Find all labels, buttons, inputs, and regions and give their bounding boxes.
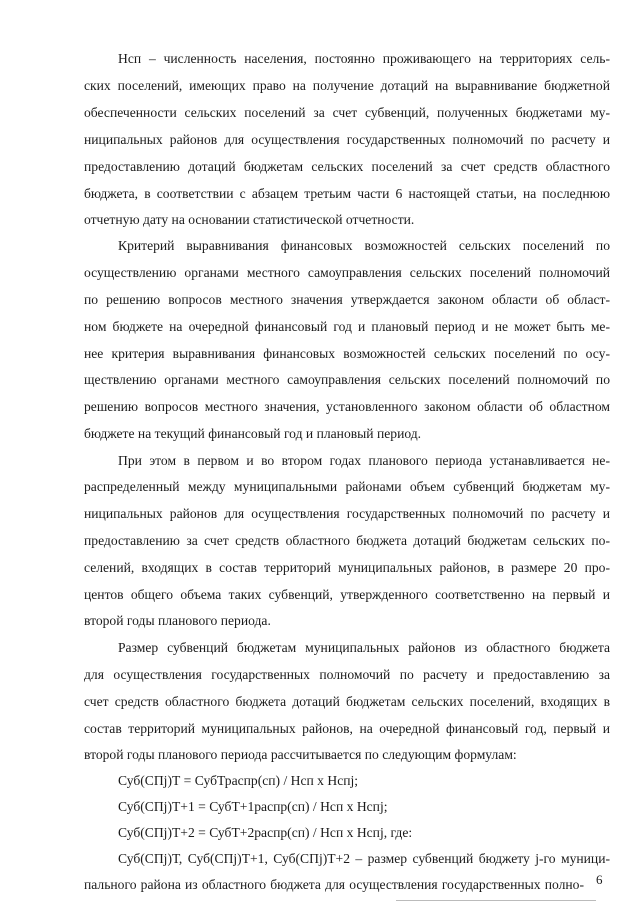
text-line: Суб(СПj)Т, Суб(СПj)Т+1, Суб(СПj)Т+2 – размер субвенций бюджету j-го муници- (118, 851, 610, 866)
text-line: бюджета, в соответствии с абзацем третьим части 6 настоящей статьи, на последнюю (84, 186, 610, 201)
text-line: нее критерия выравнивания финансовых возможностей сельских поселений по осу- (84, 346, 610, 361)
text-line: осуществлению органами местного самоуправления сельских поселений полномочий (84, 265, 610, 280)
formula-line: Суб(СПj)Т+2 = СубТ+2распр(сп) / Нсп х Нспj, где: (118, 825, 413, 840)
text-line: распределенный между муниципальными районами объем субвенций бюджетам му- (84, 479, 610, 494)
scan-edge-line (396, 900, 596, 901)
text-line: ских поселений, имеющих право на получение дотаций на выравнивание бюджетной (84, 78, 610, 93)
text-line: состав территорий муниципальных районов, на очередной финансовый год, первый и (84, 721, 610, 736)
text-line: ниципальных районов для осуществления государственных полномочий по расчету и (84, 132, 610, 147)
text-line: второй годы планового периода рассчитывается по следующим формулам: (84, 747, 517, 762)
text-line: обеспеченности сельских поселений за счет субвенций, полученных бюджетами му- (84, 105, 610, 120)
text-line: ниципальных районов для осуществления государственных полномочий по расчету и (84, 506, 610, 521)
formula-line: Суб(СПj)Т = СубТраспр(сп) / Нсп х Нспj; (118, 773, 359, 788)
text-line: по решению вопросов местного значения утверждается законом области об област- (84, 292, 610, 307)
text-line: пального района из областного бюджета для осуществления государственных полно- (84, 877, 584, 892)
text-line: решению вопросов местного значения, установленного законом области об областном (84, 399, 610, 414)
text-line: для осуществления государственных полномочий по расчету и предоставлению за (84, 667, 610, 682)
text-line: отчетную дату на основании статистической отчетности. (84, 212, 415, 227)
text-line: Критерий выравнивания финансовых возможностей сельских поселений по (118, 238, 610, 253)
text-line: центов общего объема таких субвенций, утвержденного соответственно на первый и (84, 587, 610, 602)
text-line: Нсп – численность населения, постоянно проживающего на территориях сель- (118, 51, 610, 66)
text-line: бюджете на текущий финансовый год и плановый период. (84, 426, 422, 441)
text-line: предоставлению за счет средств областного бюджета дотаций бюджетам сельских по- (84, 533, 610, 548)
text-line: селений, входящих в состав территорий муниципальных районов, в размере 20 про- (84, 560, 610, 575)
formula-line: Суб(СПj)Т+1 = СубТ+1распр(сп) / Нсп х Нспj; (118, 799, 388, 814)
text-line: ществлению органами местного самоуправления сельских поселений полномочий по (84, 372, 610, 387)
text-line: счет средств областного бюджета дотаций бюджетам сельских поселений, входящих в (84, 694, 610, 709)
page-number: 6 (596, 872, 603, 887)
text-line: второй годы планового периода. (84, 613, 271, 628)
text-line: ном бюджете на очередной финансовый год и плановый период и не может быть ме- (84, 319, 610, 334)
text-line: Размер субвенций бюджетам муниципальных районов из областного бюджета (118, 640, 610, 655)
text-line: предоставлению дотаций бюджетам сельских поселений за счет средств областного (84, 159, 610, 174)
text-line: При этом в первом и во втором годах планового периода устанавливается не- (118, 453, 610, 468)
